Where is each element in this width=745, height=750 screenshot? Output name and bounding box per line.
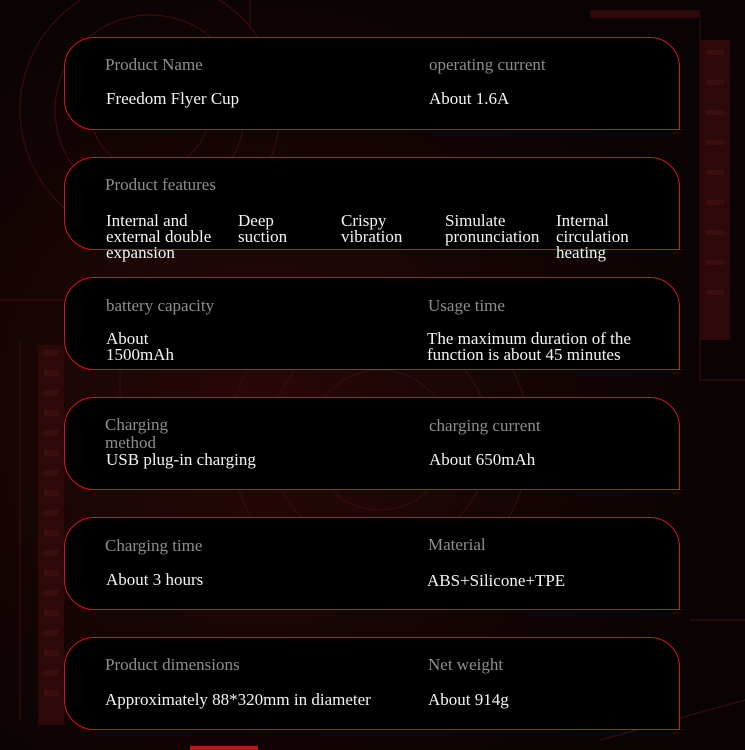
value-net-weight: About 914g: [428, 690, 509, 709]
value-product-dimensions: Approximately 88*320mm in diameter: [105, 690, 371, 709]
value-material: ABS+Silicone+TPE: [427, 571, 566, 590]
feature-item: Internal and external double expansion: [106, 211, 212, 262]
label-battery-capacity: battery capacity: [106, 296, 215, 315]
feature-item: Internal circulation heating: [556, 211, 629, 262]
label-product-name: Product Name: [105, 55, 203, 74]
label-material: Material: [428, 535, 486, 554]
spec-card-time-material: [64, 517, 680, 610]
label-product-features: Product features: [105, 175, 216, 194]
spec-card-charging: [64, 397, 680, 490]
value-charging-time: About 3 hours: [106, 570, 204, 589]
label-product-dimensions: Product dimensions: [105, 655, 240, 674]
label-charging-method: Charging method: [105, 415, 168, 452]
value-usage-time: The maximum duration of the function is about 45 minutes: [427, 329, 631, 364]
bottom-accent-bar: [190, 746, 258, 750]
label-charging-current: charging current: [429, 416, 541, 435]
value-product-name: Freedom Flyer Cup: [106, 89, 240, 108]
feature-item: Deep suction: [238, 211, 288, 246]
label-net-weight: Net weight: [428, 655, 504, 674]
feature-item: Crispy vibration: [341, 211, 403, 246]
value-operating-current: About 1.6A: [429, 89, 510, 108]
feature-item: Simulate pronunciation: [445, 211, 540, 246]
value-charging-current: About 650mAh: [429, 450, 536, 469]
value-charging-method: USB plug-in charging: [106, 450, 256, 469]
label-usage-time: Usage time: [428, 296, 505, 315]
label-operating-current: operating current: [429, 55, 546, 74]
spec-card-features: [64, 157, 680, 262]
spec-card-battery-usage: [64, 277, 680, 370]
spec-card-dimensions-weight: [64, 637, 680, 730]
label-charging-time: Charging time: [105, 536, 203, 555]
spec-card-name-current: [64, 37, 680, 130]
value-battery-capacity: About 1500mAh: [106, 329, 174, 364]
